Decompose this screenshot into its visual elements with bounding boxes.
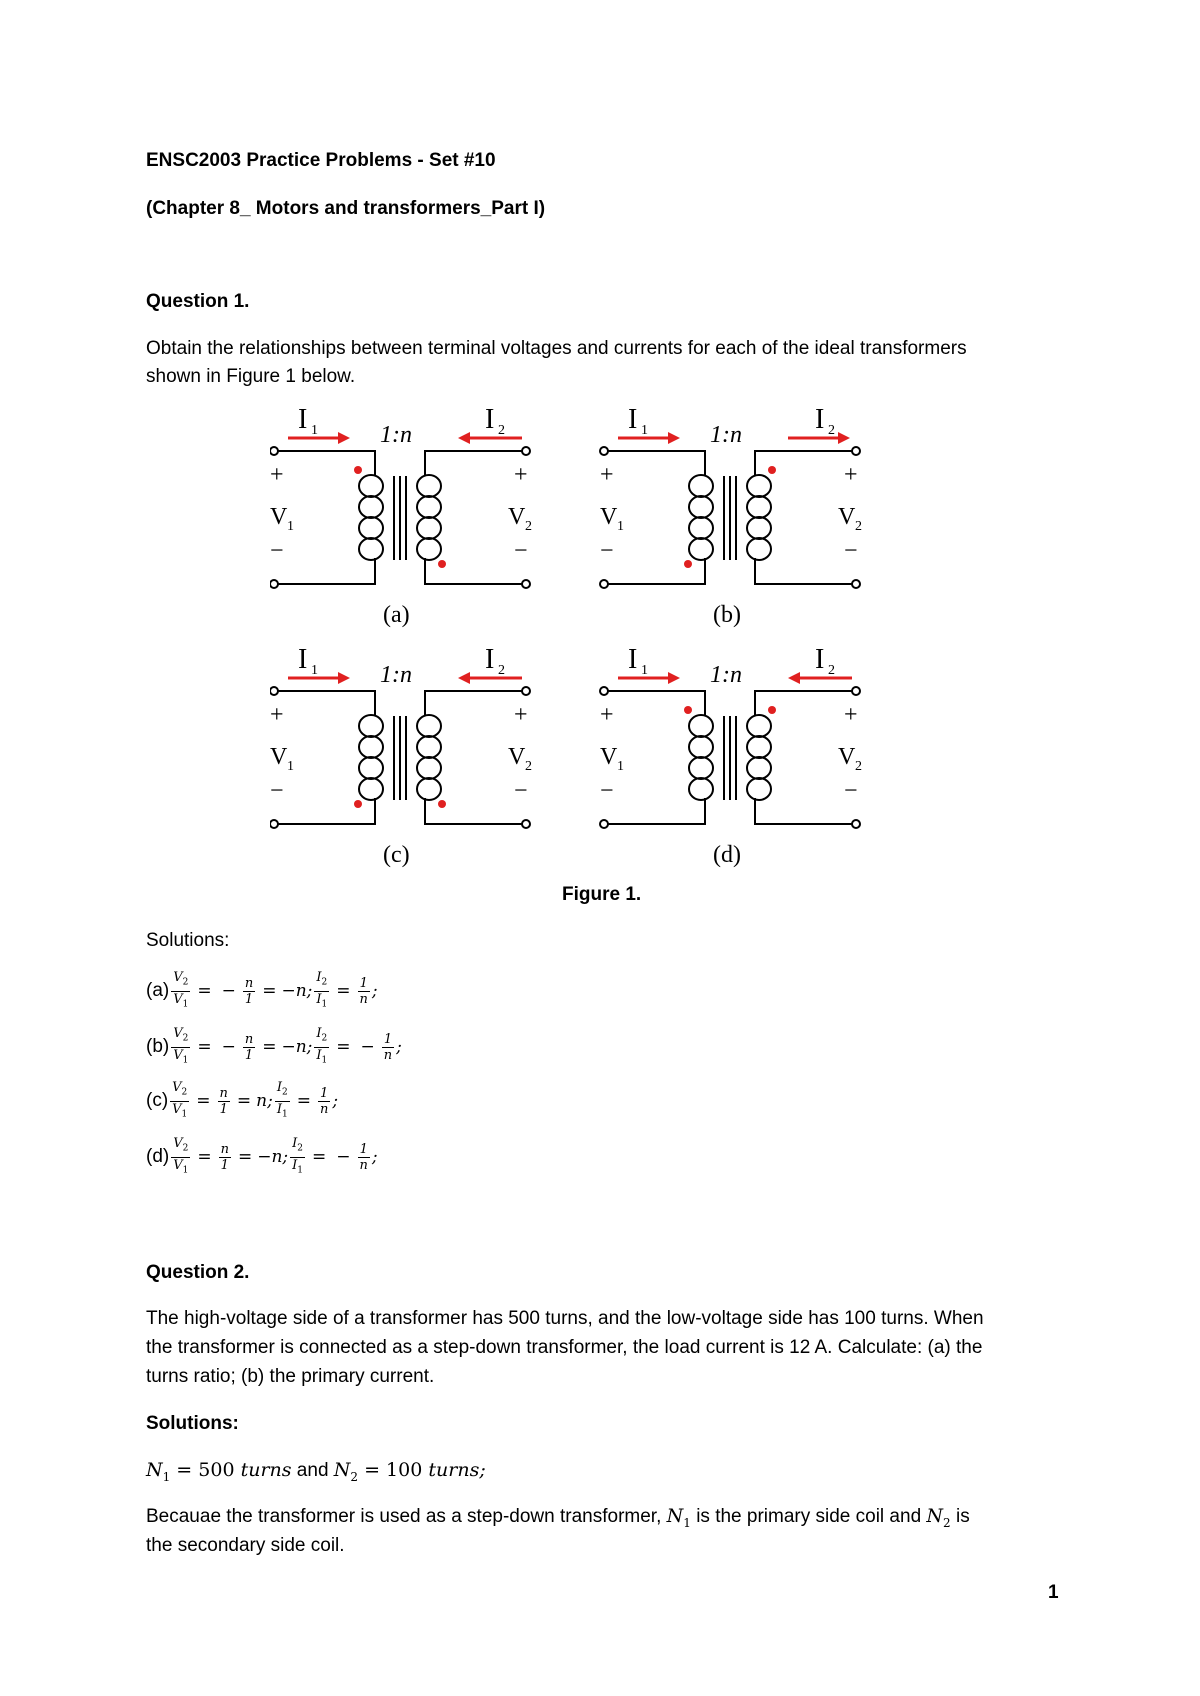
equals-sign: = (237, 1147, 253, 1167)
panel-a-i1-label: I (298, 404, 308, 435)
panel-d-secondary-polarity-dot (768, 706, 776, 714)
panel-d-primary-coil-loop (689, 778, 713, 800)
n1-inline: $N_1$ (666, 1505, 691, 1530)
panel-a-i2-arrow-head (458, 432, 470, 444)
panel-d-i2-arrow-head (788, 672, 800, 684)
panel-d-v1-sub: 1 (617, 759, 624, 774)
solution-line-d (146, 1134, 378, 1180)
panel-b-v2-label: V (838, 504, 856, 530)
eq-n2-symbol: $N_2$ (333, 1459, 359, 1484)
panel-d-i2-label: I (815, 644, 825, 675)
equals-sign: = (262, 1037, 277, 1057)
panel-d-terminal (600, 820, 608, 828)
semicolon: ; (332, 1091, 339, 1111)
equals-sign: = (262, 981, 277, 1001)
equals-sign: = (336, 981, 351, 1001)
panel-b-secondary-coil-loop (747, 496, 771, 518)
equals-sign: = (312, 1147, 327, 1167)
panel-c-terminal (270, 820, 278, 828)
panel-b-primary-coil-loop (689, 538, 713, 560)
figure-1-svg (270, 398, 920, 868)
panel-b-secondary-coil-loop (747, 475, 771, 497)
panel-a-v1-plus: + (270, 462, 284, 488)
panel-b-secondary-coil-loop (747, 538, 771, 560)
panel-b-i2-label: I (815, 404, 825, 435)
fraction: $\frac{V_2}{V_1}$ (173, 969, 189, 1010)
panel-c-secondary-coil-loop (417, 778, 441, 800)
fraction: $\frac{V_2}{V_1}$ (173, 1135, 189, 1176)
q2-text-line-5: the secondary side coil. (146, 1535, 345, 1556)
panel-b-i2-sub: 2 (828, 423, 835, 438)
eq-turns-1: turns (240, 1459, 292, 1481)
panel-a-caption: (a) (383, 602, 410, 628)
panel-d-ratio-label: 1:n (710, 662, 742, 688)
equals-sign: = (197, 1037, 212, 1057)
fraction: $\frac{n}{1}$ (244, 1031, 254, 1063)
panel-a-secondary-coil-loop (417, 475, 441, 497)
panel-b-v2-minus: − (844, 538, 858, 564)
fraction: $\frac{I_2}{I_1}$ (316, 969, 328, 1010)
panel-c-secondary-coil-loop (417, 736, 441, 758)
panel-a-i1-arrow-head (338, 432, 350, 444)
panel-a-v2-plus: + (514, 462, 528, 488)
minus-sign: − (221, 981, 236, 1001)
panel-c-caption: (c) (383, 842, 410, 868)
panel-c-i1-sub: 1 (311, 663, 318, 678)
voltage-ratio-result: −n; (257, 1147, 289, 1167)
panel-c-v2-label: V (508, 744, 526, 770)
panel-b-terminal (852, 580, 860, 588)
panel-a-i1-sub: 1 (311, 423, 318, 438)
panel-b-terminal (600, 447, 608, 455)
panel-d-primary-polarity-dot (684, 706, 692, 714)
panel-c-v2-plus: + (514, 702, 528, 728)
panel-a-primary-coil-loop (359, 538, 383, 560)
panel-d-v1-label: V (600, 744, 618, 770)
eq-n1-value: = 500 (170, 1459, 241, 1481)
panel-d-i1-arrow-head (668, 672, 680, 684)
equals-sign: = (236, 1091, 252, 1111)
equals-sign: = (197, 1147, 212, 1167)
panel-a-terminal (270, 580, 278, 588)
panel-c-secondary-wire-top (425, 691, 522, 716)
panel-c-primary-coil-loop (359, 736, 383, 758)
panel-b-primary-coil-loop (689, 496, 713, 518)
panel-b-secondary-polarity-dot (768, 466, 776, 474)
fraction: $\frac{I_2}{I_1}$ (276, 1079, 288, 1120)
panel-a-primary-wire-bottom (278, 558, 375, 584)
panel-b-caption: (b) (713, 602, 741, 628)
question-1-text-line-1: Obtain the relationships between terminal voltages and currents for each of the ideal transformers (146, 338, 967, 359)
figure-1-caption: Figure 1. (562, 884, 642, 905)
panel-b-secondary-coil-loop (747, 517, 771, 539)
panel-d-terminal (852, 820, 860, 828)
panel-b-primary-coil-loop (689, 517, 713, 539)
panel-a-ratio-label: 1:n (380, 422, 412, 448)
panel-a-secondary-coil-loop (417, 496, 441, 518)
panel-a-primary-coil-loop (359, 475, 383, 497)
solution-label: (d) (146, 1146, 170, 1167)
panel-c-v1-label: V (270, 744, 288, 770)
panel-b-v1-label: V (600, 504, 618, 530)
panel-d-secondary-coil-loop (747, 778, 771, 800)
eq-turns-2: turns; (428, 1459, 486, 1481)
panel-d-v2-sub: 2 (855, 759, 862, 774)
panel-b-v2-plus: + (844, 462, 858, 488)
voltage-ratio-result: −n; (281, 1037, 313, 1057)
fraction: $\frac{I_2}{I_1}$ (316, 1025, 328, 1066)
panel-a-v1-minus: − (270, 538, 284, 564)
panel-c-v2-sub: 2 (525, 759, 532, 774)
panel-d-v1-minus: − (600, 778, 614, 804)
panel-c-i2-label: I (485, 644, 495, 675)
voltage-ratio-result: −n; (281, 981, 313, 1001)
panel-b-secondary-wire-bottom (755, 558, 852, 584)
question-1-heading: Question 1. (146, 291, 250, 312)
panel-c-primary-coil-loop (359, 715, 383, 737)
semicolon: ; (371, 981, 378, 1001)
panel-d-v1-plus: + (600, 702, 614, 728)
panel-c-secondary-coil-loop (417, 757, 441, 779)
panel-d-terminal (852, 687, 860, 695)
fraction: $\frac{1}{n}$ (359, 1141, 368, 1173)
panel-a-terminal (270, 447, 278, 455)
question-2-text-line-1: The high-voltage side of a transformer has 500 turns, and the low-voltage side has 100 turns. When (146, 1308, 984, 1329)
minus-sign: − (221, 1037, 236, 1057)
panel-d-primary-coil-loop (689, 757, 713, 779)
panel-c-v1-minus: − (270, 778, 284, 804)
panel-d-i1-sub: 1 (641, 663, 648, 678)
panel-c-terminal (522, 820, 530, 828)
panel-b-v2-sub: 2 (855, 519, 862, 534)
solution-line-c (146, 1078, 338, 1124)
panel-a-secondary-polarity-dot (438, 560, 446, 568)
panel-d-terminal (600, 687, 608, 695)
panel-b-primary-wire-top (608, 451, 705, 476)
panel-a-primary-coil-loop (359, 496, 383, 518)
panel-b-primary-polarity-dot (684, 560, 692, 568)
panel-b-ratio-label: 1:n (710, 422, 742, 448)
line4-part-b: is the primary side coil and (690, 1506, 927, 1527)
eq-and: and (291, 1460, 334, 1481)
panel-c-ratio-label: 1:n (380, 662, 412, 688)
panel-c-primary-wire-top (278, 691, 375, 716)
fraction: $\frac{1}{n}$ (319, 1085, 329, 1117)
panel-b-i2-arrow-head (838, 432, 850, 444)
panel-b-v1-minus: − (600, 538, 614, 564)
panel-c-terminal (522, 687, 530, 695)
panel-d-secondary-coil-loop (747, 736, 771, 758)
solution-line-a (146, 968, 378, 1014)
panel-b-i1-label: I (628, 404, 638, 435)
panel-c-primary-polarity-dot (354, 800, 362, 808)
panel-a-i2-sub: 2 (498, 423, 505, 438)
document-title: ENSC2003 Practice Problems - Set #10 (146, 150, 496, 171)
panel-c-secondary-polarity-dot (438, 800, 446, 808)
panel-b-v1-sub: 1 (617, 519, 624, 534)
question-2-text-line-3: turns ratio; (b) the primary current. (146, 1366, 435, 1387)
equals-sign: = (196, 1091, 211, 1111)
semicolon: ; (371, 1147, 378, 1167)
panel-d-v2-label: V (838, 744, 856, 770)
solution-label: (b) (146, 1036, 170, 1057)
panel-d-v2-minus: − (844, 778, 858, 804)
q2-equation (146, 1456, 486, 1492)
panel-b-terminal (852, 447, 860, 455)
solution-line-b (146, 1024, 402, 1070)
minus-sign: − (360, 1037, 375, 1057)
panel-d-caption: (d) (713, 842, 741, 868)
fraction: $\frac{n}{1}$ (244, 975, 254, 1007)
semicolon: ; (396, 1037, 402, 1057)
fraction: $\frac{V_2}{V_1}$ (173, 1025, 189, 1066)
panel-c-primary-coil-loop (359, 778, 383, 800)
eq-n2-value: = 100 (358, 1459, 429, 1481)
panel-d-secondary-coil-loop (747, 715, 771, 737)
minus-sign: − (336, 1147, 351, 1167)
panel-c-i2-arrow-head (458, 672, 470, 684)
panel-a-secondary-coil-loop (417, 517, 441, 539)
panel-b-i1-sub: 1 (641, 423, 648, 438)
equals-sign: = (197, 981, 212, 1001)
panel-a-secondary-wire-top (425, 451, 522, 476)
panel-c-v1-sub: 1 (287, 759, 294, 774)
panel-c-primary-coil-loop (359, 757, 383, 779)
page-number: 1 (1048, 1582, 1059, 1603)
solutions-label-q2: Solutions: (146, 1413, 239, 1434)
question-1-text-line-2: shown in Figure 1 below. (146, 366, 356, 387)
panel-a-v1-label: V (270, 504, 288, 530)
panel-c-i1-arrow-head (338, 672, 350, 684)
question-2-text-line-2: the transformer is connected as a step-down transformer, the load current is 12 A. Calculate: (a) the (146, 1337, 983, 1358)
fraction: $\frac{1}{n}$ (383, 1031, 393, 1063)
panel-d-primary-wire-bottom (608, 798, 705, 824)
panel-a-i2-label: I (485, 404, 495, 435)
panel-c-terminal (270, 687, 278, 695)
equals-sign: = (296, 1091, 311, 1111)
solutions-label-q1: Solutions: (146, 930, 230, 951)
panel-a-v2-label: V (508, 504, 526, 530)
panel-d-secondary-coil-loop (747, 757, 771, 779)
panel-a-v2-sub: 2 (525, 519, 532, 534)
panel-c-i2-sub: 2 (498, 663, 505, 678)
panel-b-terminal (600, 580, 608, 588)
fraction: $\frac{n}{1}$ (219, 1085, 228, 1117)
panel-a-v1-sub: 1 (287, 519, 294, 534)
panel-c-secondary-coil-loop (417, 715, 441, 737)
fraction: $\frac{1}{n}$ (359, 975, 368, 1007)
n2-inline: $N_2$ (926, 1505, 951, 1530)
solution-label: (c) (146, 1090, 169, 1111)
panel-a-v2-minus: − (514, 538, 528, 564)
panel-a-primary-polarity-dot (354, 466, 362, 474)
panel-a-terminal (522, 447, 530, 455)
panel-d-secondary-wire-bottom (755, 798, 852, 824)
panel-d-v2-plus: + (844, 702, 858, 728)
panel-a-terminal (522, 580, 530, 588)
panel-c-v1-plus: + (270, 702, 284, 728)
line4-part-a: Becauae the transformer is used as a step-down transformer, (146, 1506, 667, 1527)
question-2-heading: Question 2. (146, 1262, 250, 1283)
panel-d-i1-label: I (628, 644, 638, 675)
equals-sign: = (336, 1037, 351, 1057)
fraction: $\frac{n}{1}$ (220, 1141, 229, 1173)
panel-d-i2-sub: 2 (828, 663, 835, 678)
panel-a-secondary-coil-loop (417, 538, 441, 560)
panel-d-primary-coil-loop (689, 736, 713, 758)
panel-b-primary-coil-loop (689, 475, 713, 497)
panel-d-primary-coil-loop (689, 715, 713, 737)
panel-c-i1-label: I (298, 644, 308, 675)
panel-c-v2-minus: − (514, 778, 528, 804)
fraction: $\frac{I_2}{I_1}$ (292, 1135, 304, 1176)
eq-n1-symbol: $N_1$ (146, 1459, 171, 1484)
panel-b-v1-plus: + (600, 462, 614, 488)
document-subtitle: (Chapter 8_ Motors and transformers_Part I) (146, 198, 546, 219)
fraction: $\frac{V_2}{V_1}$ (172, 1079, 188, 1120)
voltage-ratio-result: n; (256, 1091, 273, 1111)
panel-a-primary-coil-loop (359, 517, 383, 539)
line4-part-c: is (950, 1506, 970, 1527)
panel-b-i1-arrow-head (668, 432, 680, 444)
figure-1-transformers (270, 398, 920, 868)
solution-label: (a) (146, 980, 170, 1001)
